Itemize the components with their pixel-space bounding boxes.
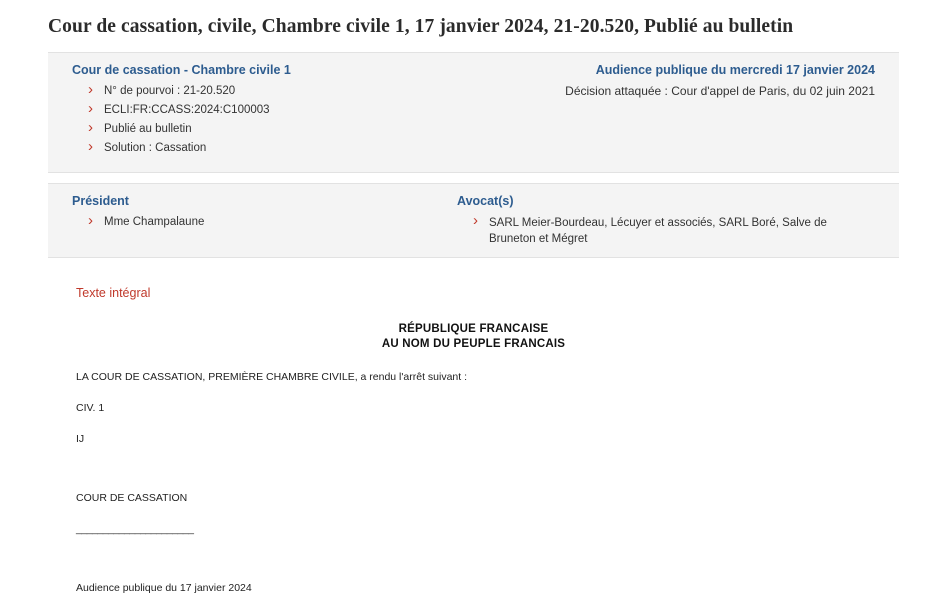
president-column: [72, 194, 457, 247]
list-item: › Solution : Cassation: [86, 141, 875, 156]
texte-integral-link[interactable]: Texte intégral: [76, 286, 151, 300]
republic-heading-line-1: RÉPUBLIQUE FRANCAISE: [398, 323, 549, 335]
list-item: › Publié au bulletin: [86, 122, 875, 137]
hearing-info: [455, 63, 875, 98]
body-paragraph: COUR DE CASSATION: [76, 492, 188, 504]
decision-attaquee: Décision attaquée : Cour d'appel de Paris, du 02 juin 2021: [565, 84, 875, 98]
list-item: › ECLI:FR:CCASS:2024:C100003: [86, 103, 875, 118]
audience-heading: Audience publique du mercredi 17 janvier 2024: [595, 63, 875, 77]
president-heading: Président: [72, 194, 129, 208]
parties-block: [48, 183, 899, 258]
president-list: [72, 215, 457, 230]
body-paragraph: LA COUR DE CASSATION, PREMIÈRE CHAMBRE CIVILE, a rendu l'arrêt suivant :: [76, 371, 468, 383]
body-paragraph: CIV. 1: [76, 402, 105, 414]
court-chamber-heading: Cour de cassation - Chambre civile 1: [72, 63, 291, 77]
republic-heading-line-2: AU NOM DU PEUPLE FRANCAIS: [381, 338, 566, 350]
decision-body: [48, 322, 899, 596]
page-title: Cour de cassation, civile, Chambre civile 1, 17 janvier 2024, 21-20.520, Publié au bulletin: [48, 16, 794, 37]
list-item: › Mme Champalaune: [86, 215, 457, 230]
body-separator: ______________________: [76, 523, 194, 535]
list-item: › N° de pourvoi : 21-20.520: [86, 84, 875, 99]
avocats-heading: Avocat(s): [457, 194, 514, 208]
body-paragraph: Audience publique du 17 janvier 2024: [76, 582, 252, 594]
body-paragraph: IJ: [76, 433, 85, 445]
avocats-list: › SARL Meier-Bourdeau, Lécuyer et associés, SARL Boré, Salve de Bruneton et Mégret: [457, 215, 875, 247]
avocats-column: [457, 194, 875, 247]
case-info-block: [48, 52, 899, 173]
